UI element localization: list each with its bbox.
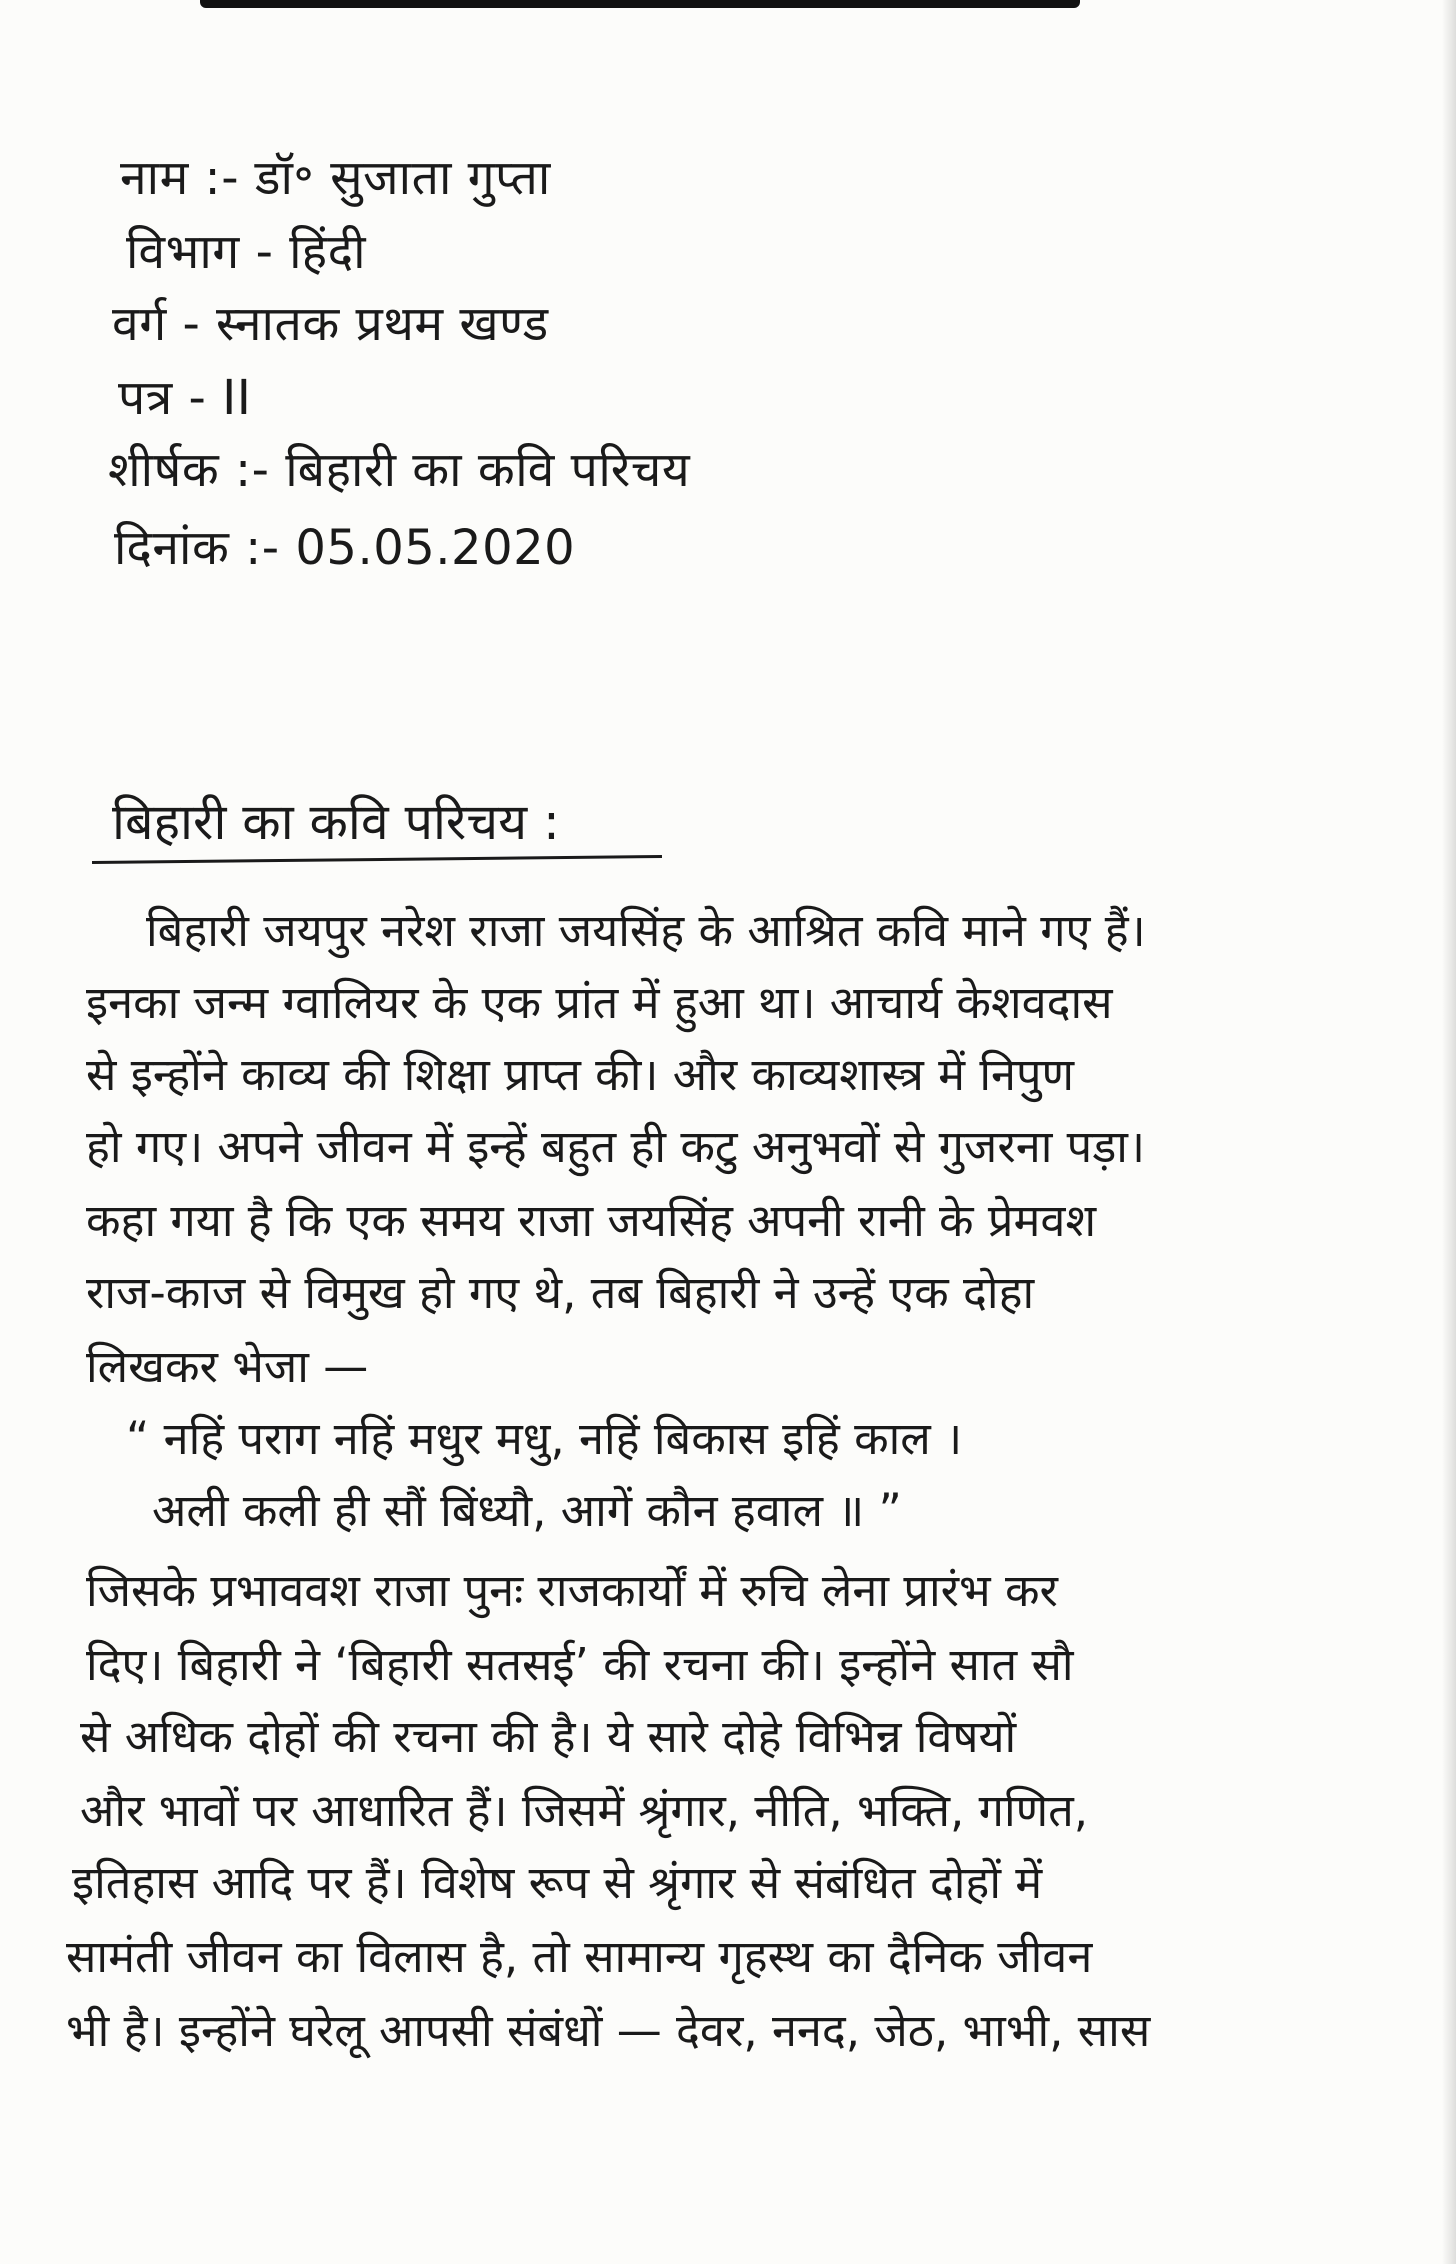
- couplet-line: “ नहिं पराग नहिं मधुर मधु, नहिं बिकास इहिं काल ।: [126, 1412, 963, 1465]
- header-topic: शीर्षक :- बिहारी का कवि परिचय: [108, 442, 691, 498]
- body-line: राज-काज से विमुख हो गए थे, तब बिहारी ने उन्हें एक दोहा: [86, 1266, 1035, 1319]
- body-line: से अधिक दोहों की रचना की है। ये सारे दोहे विभिन्न विषयों: [80, 1710, 1017, 1763]
- page-edge-shadow: [1442, 0, 1456, 2264]
- couplet-line: अली कली ही सौं बिंध्यौ, आगें कौन हवाल ॥ ”: [152, 1484, 902, 1537]
- header-class: वर्ग - स्नातक प्रथम खण्ड: [112, 296, 549, 352]
- body-line: हो गए। अपने जीवन में इन्हें बहुत ही कटु अनुभवों से गुजरना पड़ा।: [86, 1120, 1146, 1173]
- body-line: दिए। बिहारी ने ‘बिहारी सतसई’ की रचना की। इन्होंने सात सौ: [86, 1638, 1074, 1691]
- body-line: बिहारी जयपुर नरेश राजा जयसिंह के आश्रित कवि माने गए हैं।: [146, 904, 1146, 957]
- scan-edge-mark: [200, 0, 1080, 8]
- header-name: नाम :- डॉ॰ सुजाता गुप्ता: [120, 150, 551, 206]
- body-line: जिसके प्रभाववश राजा पुनः राजकार्यों में रुचि लेना प्रारंभ कर: [86, 1564, 1058, 1617]
- body-line: और भावों पर आधारित हैं। जिसमें श्रृंगार, नीति, भक्ति, गणित,: [80, 1784, 1089, 1837]
- body-line: भी है। इन्होंने घरेलू आपसी संबंधों — देवर, ननद, जेठ, भाभी, सास: [66, 2004, 1151, 2057]
- body-line: इतिहास आदि पर हैं। विशेष रूप से श्रृंगार से संबंधित दोहों में: [72, 1856, 1043, 1909]
- header-paper: पत्र - II: [118, 370, 252, 426]
- header-date: दिनांक :- 05.05.2020: [114, 520, 576, 576]
- body-line: लिखकर भेजा —: [86, 1340, 369, 1393]
- body-line: इनका जन्म ग्वालियर के एक प्रांत में हुआ था। आचार्य केशवदास: [86, 976, 1113, 1029]
- header-department: विभाग - हिंदी: [126, 224, 366, 280]
- title-underline: [92, 855, 662, 864]
- body-line: से इन्होंने काव्य की शिक्षा प्राप्त की। और काव्यशास्त्र में निपुण: [86, 1048, 1075, 1101]
- section-title: बिहारी का कवि परिचय :: [112, 793, 560, 851]
- body-line: कहा गया है कि एक समय राजा जयसिंह अपनी रानी के प्रेमवश: [86, 1194, 1097, 1247]
- body-line: सामंती जीवन का विलास है, तो सामान्य गृहस्थ का दैनिक जीवन: [66, 1930, 1093, 1983]
